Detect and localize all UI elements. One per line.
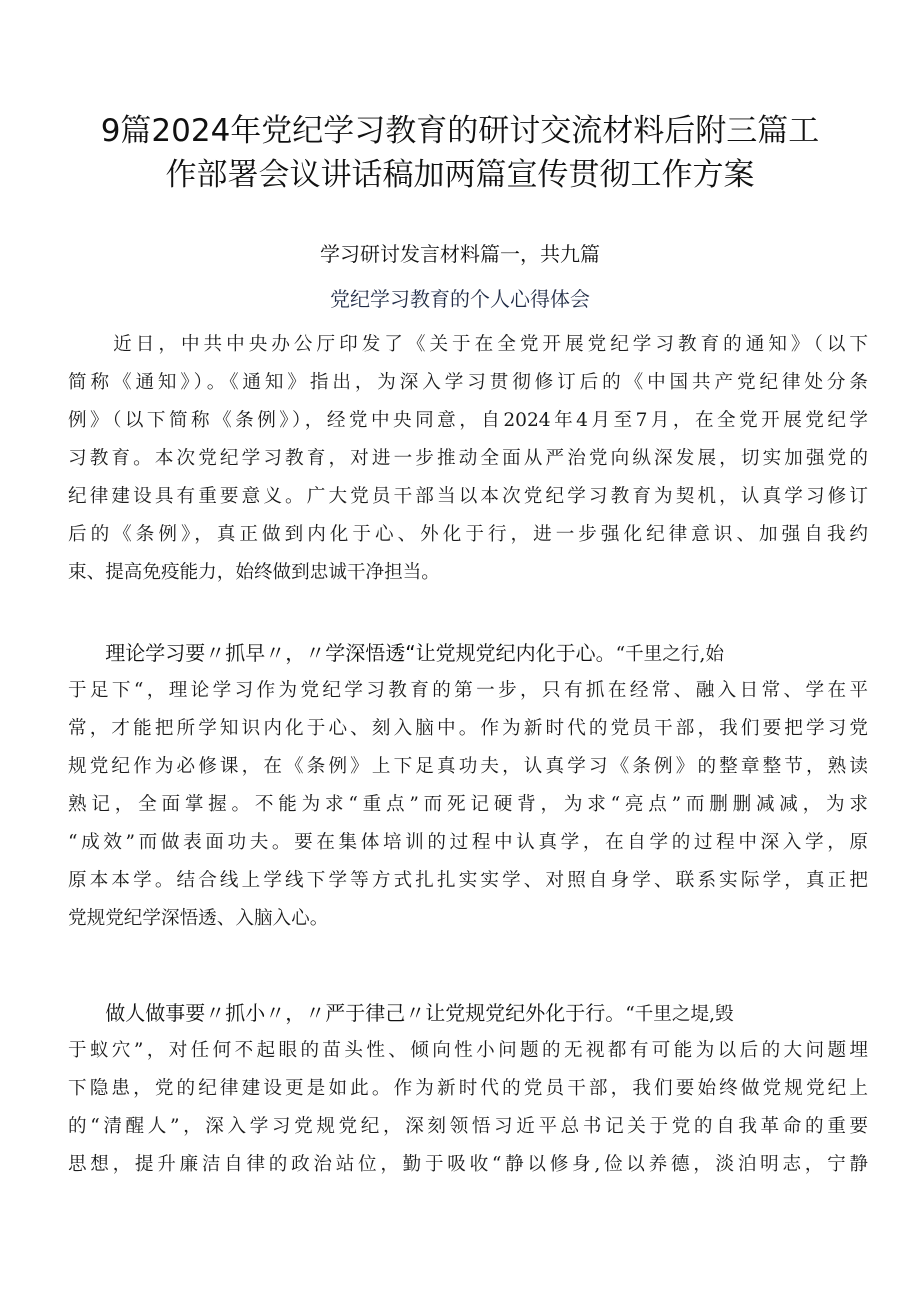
paragraph-line: 后的《条例》，真正做到内化于心、外化于行，进一步强化纪律意识、加强自我约 [68, 524, 868, 545]
paragraph-lead-heading: 做人做事要〃抓小〃，〃严于律己〃让党规党纪外化于行。 [105, 1001, 626, 1025]
paragraph-line: “成效”而做表面功夫。要在集体培训的过程中认真学，在自学的过程中深入学，原 [68, 832, 868, 853]
document-title-line-1: 9篇2024年党纪学习教育的研讨交流材料后附三篇工 [100, 112, 820, 149]
paragraph-line: 党规党纪学深悟透、入脑入心。 [68, 908, 329, 929]
paragraph-line: 习教育。本次党纪学习教育，对进一步推动全面从严治党向纵深发展，切实加强党的 [68, 448, 868, 469]
paragraph-line: 的“清醒人”，深入学习党规党纪，深刻领悟习近平总书记关于党的自我革命的重要 [68, 1116, 868, 1137]
paragraph-1 [68, 326, 868, 592]
paragraph-line: 于蚁穴”，对任何不起眼的苗头性、倾向性小问题的无视都有可能为以后的大问题埋 [68, 1040, 868, 1061]
paragraph-line: 于足下“，理论学习作为党纪学习教育的第一步，只有抓在经常、融入日常、学在平 [68, 680, 868, 701]
document-title-line-2: 作部署会议讲话稿加两篇宣传贯彻工作方案 [165, 156, 755, 193]
section-subheading: 党纪学习教育的个人心得体会 [330, 287, 590, 311]
paragraph-first-line [68, 634, 868, 672]
paragraph-line: 近日，中共中央办公厅印发了《关于在全党开展党纪学习教育的通知》（以下 [68, 334, 868, 355]
paragraph-line-rest: “千里之行,始 [615, 644, 724, 665]
paragraph-line: 原本本学。结合线上学线下学等方式扎扎实实学、对照自身学、联系实际学，真正把 [68, 870, 868, 891]
paragraph-line: 简称《通知》）。《通知》指出，为深入学习贯彻修订后的《中国共产党纪律处分条 [68, 372, 868, 393]
paragraph-line-rest: “千里之堤,毁 [625, 1004, 734, 1025]
section-heading: 学习研讨发言材料篇一，共九篇 [320, 242, 600, 266]
paragraph-line: 纪律建设具有重要意义。广大党员干部当以本次党纪学习教育为契机，认真学习修订 [68, 486, 868, 507]
paragraph-3 [68, 994, 868, 1184]
paragraph-first-line [68, 994, 868, 1032]
paragraph-line: 熟记，全面掌握。不能为求“重点”而死记硬背，为求“亮点”而删删减减，为求 [68, 794, 868, 815]
document-title [60, 109, 860, 197]
paragraph-line: 思想，提升廉洁自律的政治站位，勤于吸收“静以修身,俭以养德，淡泊明志，宁静 [68, 1154, 868, 1175]
paragraph-line: 常，才能把所学知识内化于心、刻入脑中。作为新时代的党员干部，我们要把学习党 [68, 718, 868, 739]
paragraph-2 [68, 634, 868, 938]
paragraph-line: 束、提高免疫能力，始终做到忠诚干净担当。 [68, 562, 440, 583]
paragraph-line: 规党纪作为必修课，在《条例》上下足真功夫，认真学习《条例》的整章整节，熟读 [68, 756, 868, 777]
paragraph-lead-heading: 理论学习要〃抓早〃，〃学深悟透“让党规党纪内化于心。 [105, 641, 616, 665]
paragraph-line: 下隐患，党的纪律建设更是如此。作为新时代的党员干部，我们要始终做党规党纪上 [68, 1078, 868, 1099]
paragraph-line: 例》（以下简称《条例》），经党中央同意，自2024年4月至7月，在全党开展党纪学 [68, 410, 868, 431]
